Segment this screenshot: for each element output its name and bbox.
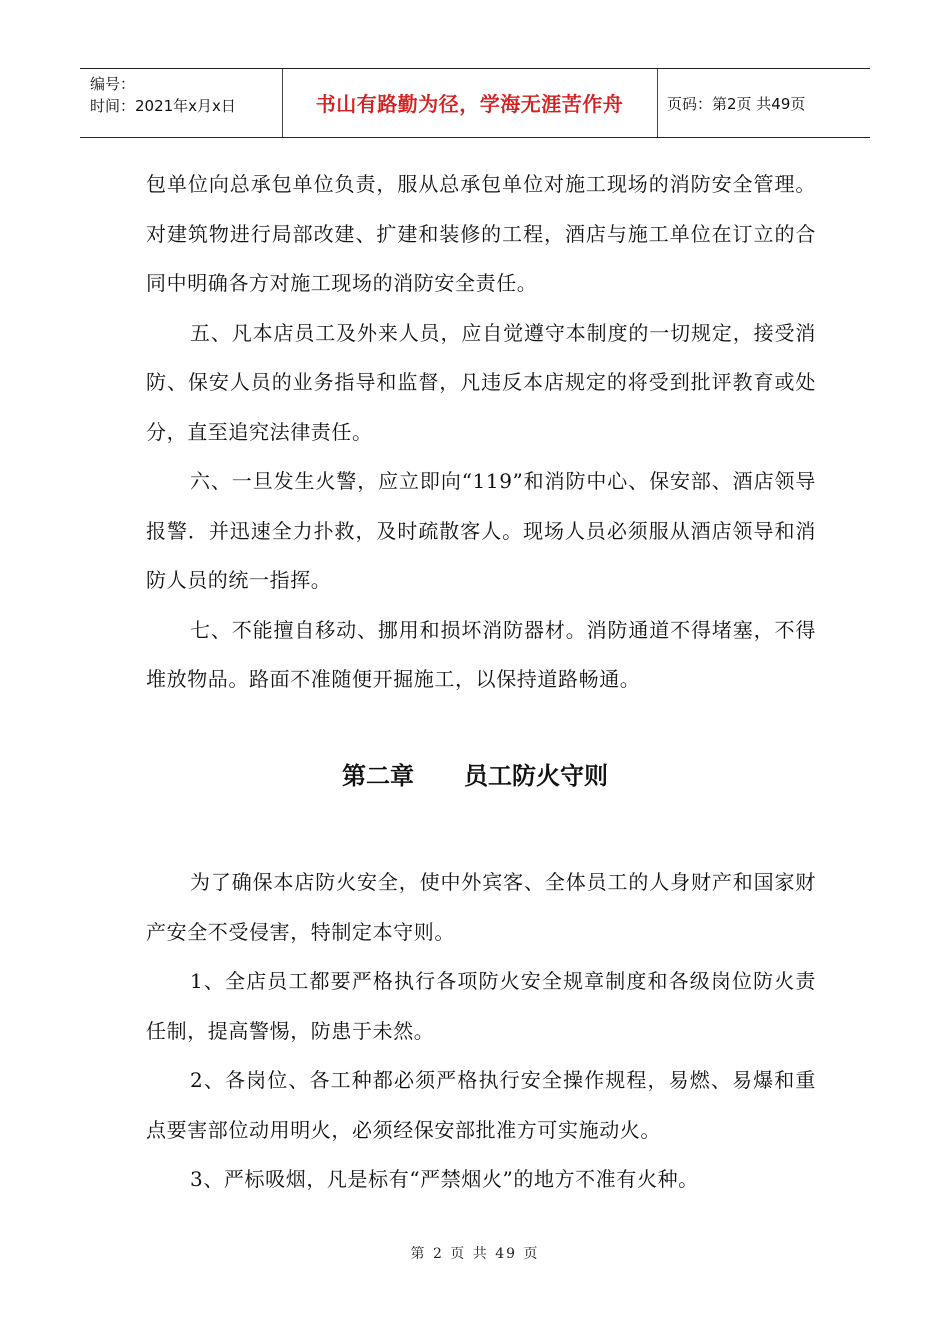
paragraph-rule-6: 六、一旦发生火警，应立即向“119”和消防中心、保安部、酒店领导报警．并迅速全力扑救，及时疏散客人。现场人员必须服从酒店领导和消防人员的统一指挥。 (146, 469, 816, 592)
paragraph-rule-7: 七、不能擅自移动、挪用和损坏消防器材。消防通道不得堵塞，不得堆放物品。路面不准随便开掘施工，以保持道路畅通。 (146, 617, 816, 691)
document-number-label: 编号： (90, 75, 136, 93)
header-motto: 书山有路勤为径，学海无涯苦作舟 (315, 92, 624, 116)
paragraph-rule-1: 1、全店员工都要严格执行各项防火安全规章制度和各级岗位防火责任制，提高警惕，防患于未然。 (146, 969, 816, 1043)
paragraph-rule-2: 2、各岗位、各工种都必须严格执行安全操作规程，易燃、易爆和重点要害部位动用明火，必须经保安部批准方可实施动火。 (146, 1068, 816, 1142)
paragraph-intro: 为了确保本店防火安全，使中外宾客、全体员工的人身财产和国家财产安全不受侵害，特制定本守则。 (146, 870, 816, 944)
paragraph-rule-3: 3、严标吸烟，凡是标有“严禁烟火”的地方不准有火种。 (190, 1167, 699, 1191)
header-divider-right (657, 69, 658, 137)
chapter-title: 员工防火守则 (464, 762, 608, 790)
paragraph-rule-5: 五、凡本店员工及外来人员，应自觉遵守本制度的一切规定，接受消防、保安人员的业务指导和监督，凡违反本店规定的将受到批评教育或处分，直至追究法律责任。 (146, 320, 816, 444)
chapter-heading (0, 756, 950, 796)
paragraph-continuation: 包单位向总承包单位负责，服从总承包单位对施工现场的消防安全管理。对建筑物进行局部改建、扩建和装修的工程，酒店与施工单位在订立的合同中明确各方对施工现场的消防安全责任。 (146, 172, 816, 295)
document-time-label: 时间：2021年x月x日 (90, 97, 236, 115)
header-page-code: 页码：第2页 共49页 (667, 95, 806, 113)
body-section-2 (146, 858, 816, 1205)
header-meta (90, 73, 280, 117)
chapter-number: 第二章 (342, 762, 414, 790)
page-footer: 第 2 页 共 49 页 (410, 1246, 540, 1262)
body-section-1 (146, 160, 816, 705)
page-header (80, 68, 870, 138)
